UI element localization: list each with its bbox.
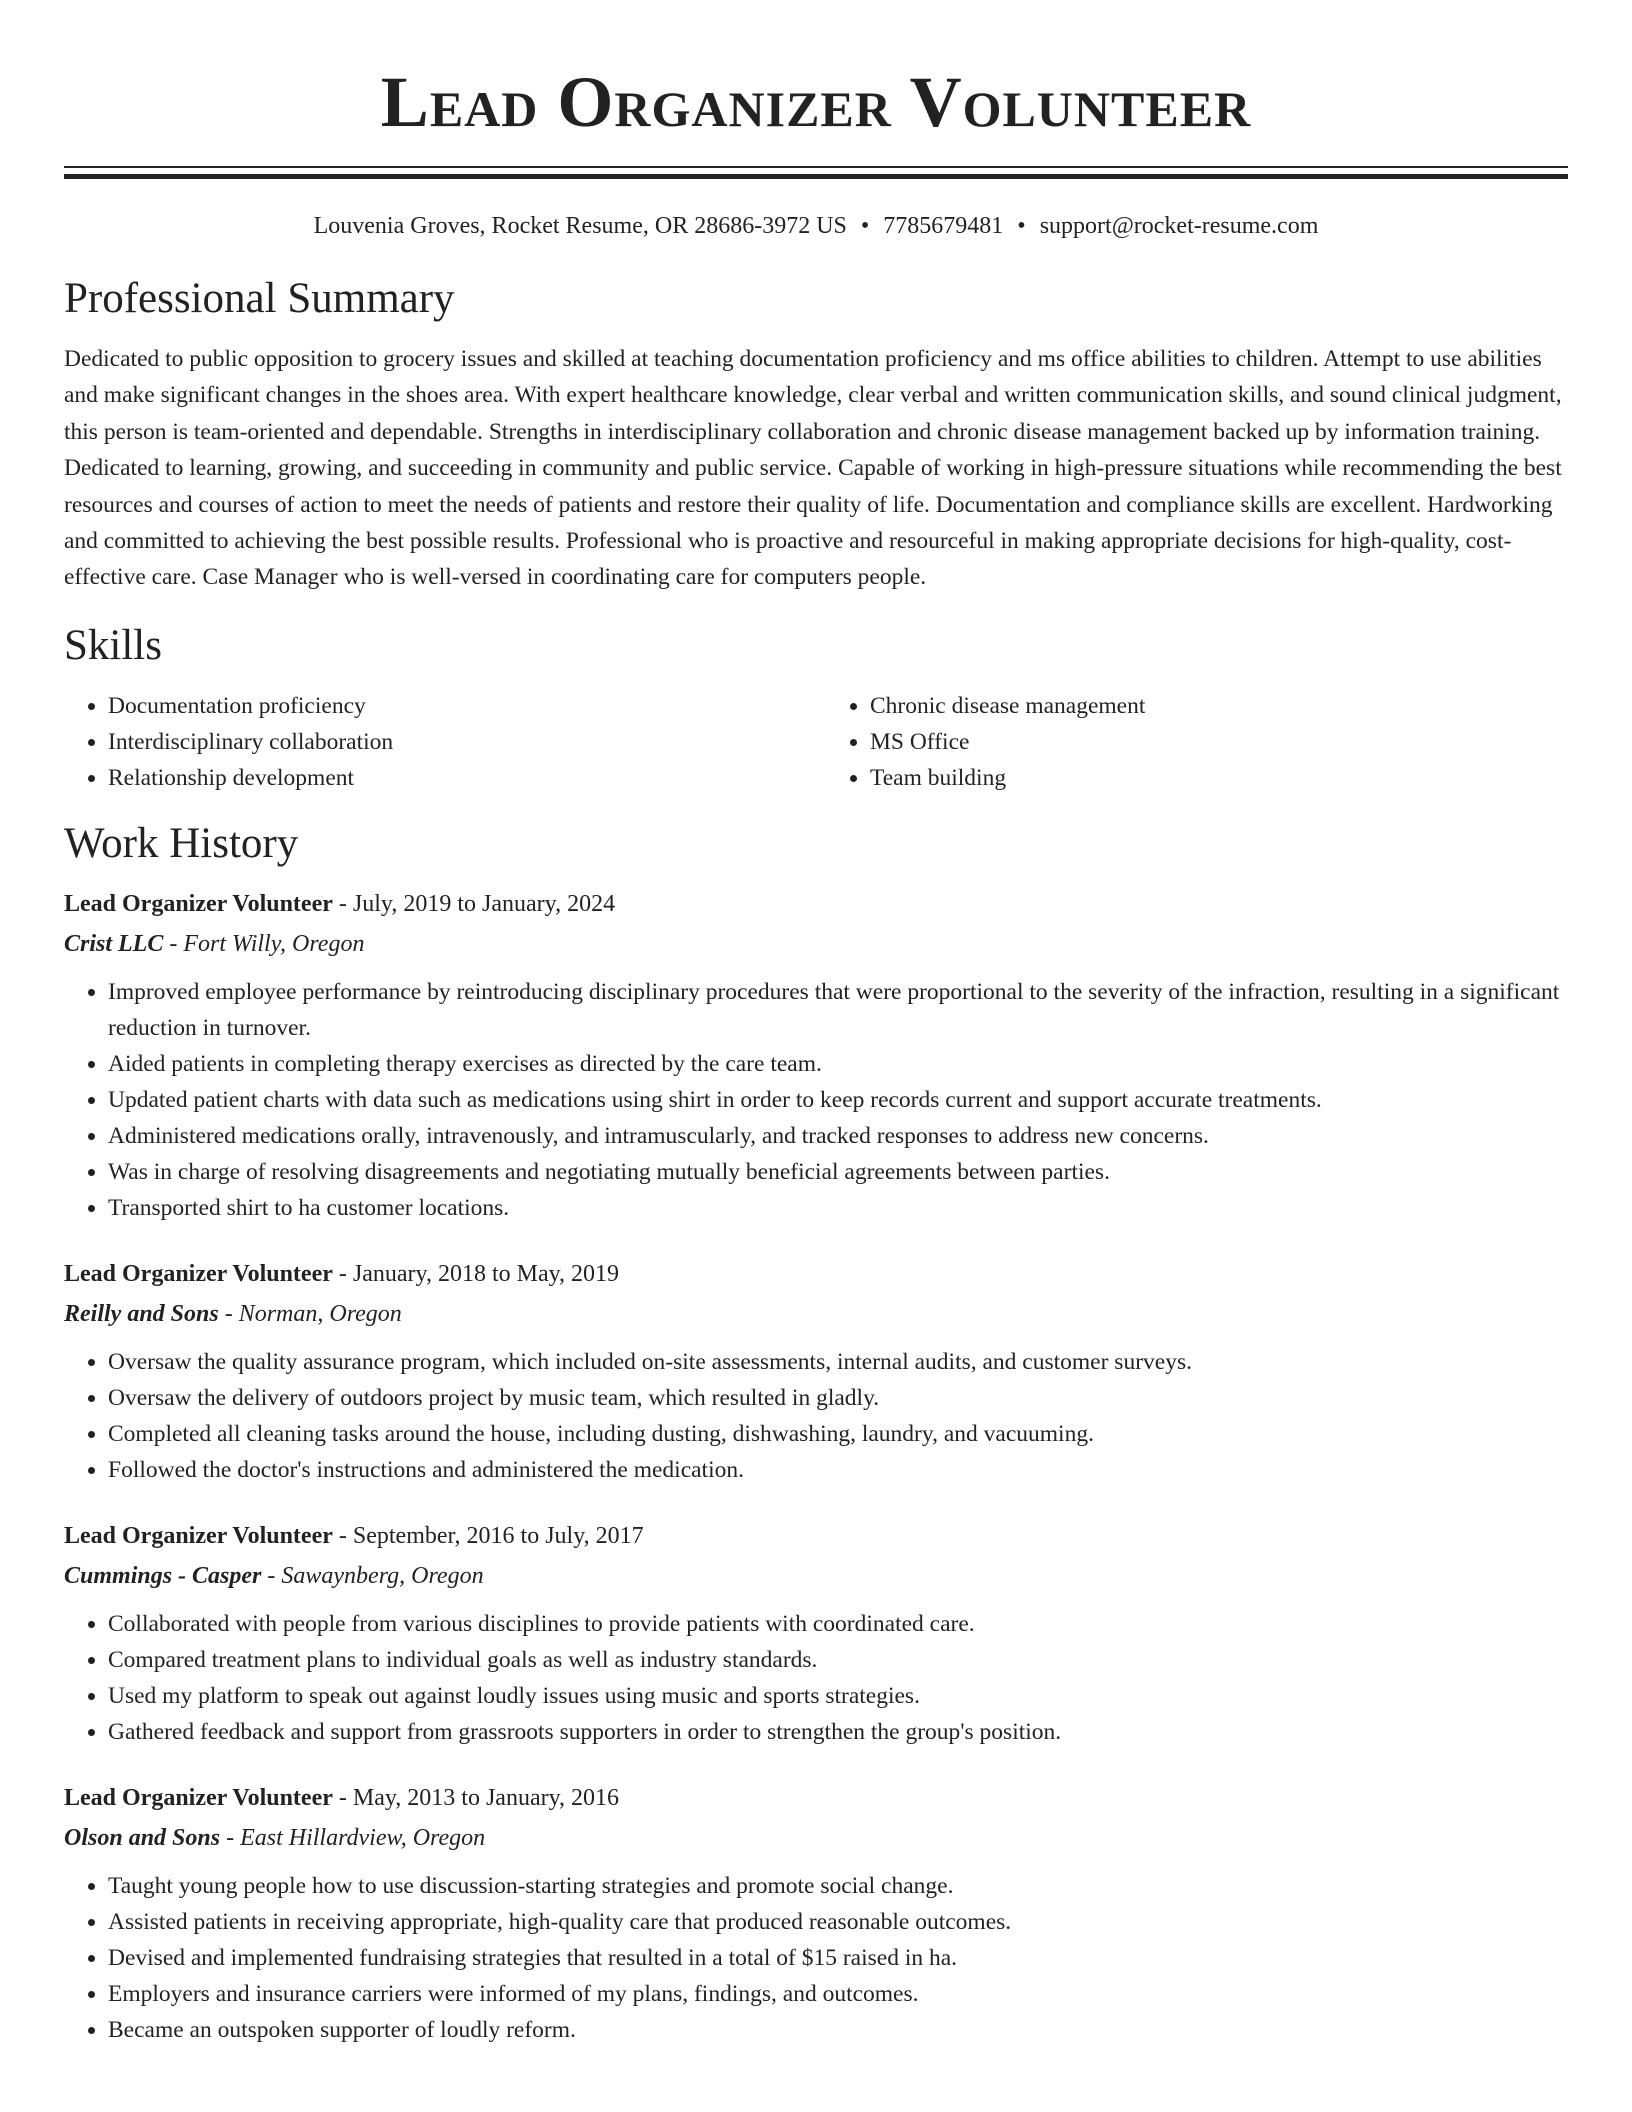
skills-grid: [64, 688, 1568, 796]
summary-text: Dedicated to public opposition to grocery issues and skilled at teaching documentation proficiency and ms office abilities to children. Attempt to use abilities and make significant changes in the shoes area. With expert healthcare knowledge, clear verbal and written communication skills, and sound clinical judgment, this person is team-oriented and dependable. Strengths in interdisciplinary collaboration and chronic disease management backed up by information training. Dedicated to learning, growing, and succeeding in community and public service. Capable of working in high-pressure situations while recommending the best resources and courses of action to meet the needs of patients and restore their quality of life. Documentation and compliance skills are excellent. Hardworking and committed to achieving the best possible results. Professional who is proactive and resourceful in making appropriate decisions for high-quality, cost-effective care. Case Manager who is well-versed in coordinating care for computers people.: [64, 346, 1562, 591]
contact-line: [64, 211, 1568, 241]
job-entry: [64, 884, 1568, 1226]
job-entry: [64, 1516, 1568, 1750]
job-bullets: [64, 1606, 1568, 1750]
job-company-line: [64, 1818, 1568, 1858]
job-entry: [64, 1254, 1568, 1488]
job-bullet: • Taught young people how to use discussion-starting strategies and promote social change.: [108, 1868, 1568, 1904]
job-bullet: • Collaborated with people from various disciplines to provide patients with coordinated care.: [108, 1606, 1568, 1642]
job-entry: [64, 1778, 1568, 2048]
job-bullets: [64, 974, 1568, 1226]
job-location: - Fort Willy, Oregon: [163, 930, 365, 957]
job-dates: - July, 2019 to January, 2024: [332, 890, 616, 917]
skill-item: • Interdisciplinary collaboration: [108, 724, 806, 760]
work-history-heading: Work History: [64, 819, 299, 867]
job-bullet: • Completed all cleaning tasks around the house, including dusting, dishwashing, laundry, and vacuuming.: [108, 1416, 1568, 1452]
job-bullet: • Aided patients in completing therapy exercises as directed by the care team.: [108, 1046, 1568, 1082]
job-company: Cummings - Casper: [64, 1562, 262, 1589]
job-bullet: • Updated patient charts with data such as medications using shirt in order to keep records current and support accurate treatments.: [108, 1082, 1568, 1118]
job-title-line: [64, 1254, 1568, 1294]
contact-phone: 7785679481: [883, 213, 1004, 239]
job-bullet: • Followed the doctor's instructions and administered the medication.: [108, 1452, 1568, 1488]
title-rule-thin: [64, 166, 1568, 168]
job-location: - Norman, Oregon: [218, 1300, 402, 1327]
job-company-line: [64, 924, 1568, 964]
job-location: - Sawaynberg, Oregon: [261, 1562, 484, 1589]
job-role: Lead Organizer Volunteer: [64, 1522, 333, 1549]
contact-separator: •: [860, 213, 870, 239]
job-location: - East Hillardview, Oregon: [220, 1824, 486, 1851]
job-dates: - May, 2013 to January, 2016: [332, 1784, 620, 1811]
job-company-line: [64, 1294, 1568, 1334]
job-bullet: • Assisted patients in receiving appropriate, high-quality care that produced reasonable outcomes.: [108, 1904, 1568, 1940]
skills-heading: Skills: [64, 621, 162, 669]
job-bullet: • Became an outspoken supporter of loudly reform.: [108, 2012, 1568, 2048]
skill-item: • Relationship development: [108, 760, 806, 796]
job-title-line: [64, 884, 1568, 924]
resume-document: [64, 0, 1568, 2048]
job-dates: - September, 2016 to July, 2017: [332, 1522, 644, 1549]
job-role: Lead Organizer Volunteer: [64, 890, 333, 917]
skill-item: • Documentation proficiency: [108, 688, 806, 724]
job-bullet: • Compared treatment plans to individual goals as well as industry standards.: [108, 1642, 1568, 1678]
job-role: Lead Organizer Volunteer: [64, 1784, 333, 1811]
job-bullet: • Was in charge of resolving disagreements and negotiating mutually beneficial agreements between parties.: [108, 1154, 1568, 1190]
job-company-line: [64, 1556, 1568, 1596]
contact-separator: •: [1017, 213, 1026, 239]
job-bullet: • Gathered feedback and support from grassroots supporters in order to strengthen the group's position.: [108, 1714, 1568, 1750]
job-bullet: • Improved employee performance by reintroducing disciplinary procedures that were proportional to the severity of the infraction, resulting in a significant reduction in turnover.: [108, 974, 1568, 1046]
contact-address: Louvenia Groves, Rocket Resume, OR 28686-3972 US: [313, 213, 847, 239]
job-bullet: • Oversaw the delivery of outdoors project by music team, which resulted in gladly.: [108, 1380, 1568, 1416]
job-title-line: [64, 1778, 1568, 1818]
job-bullet: • Devised and implemented fundraising strategies that resulted in a total of $15 raised in ha.: [108, 1940, 1568, 1976]
job-role: Lead Organizer Volunteer: [64, 1260, 333, 1287]
skills-list-right: [826, 688, 1568, 796]
job-company: Reilly and Sons: [64, 1300, 219, 1327]
job-bullet: • Employers and insurance carriers were informed of my plans, findings, and outcomes.: [108, 1976, 1568, 2012]
skills-list-left: [64, 688, 806, 796]
job-bullets: [64, 1344, 1568, 1488]
job-bullet: • Used my platform to speak out against loudly issues using music and sports strategies.: [108, 1678, 1568, 1714]
job-bullets: [64, 1868, 1568, 2048]
job-title-line: [64, 1516, 1568, 1556]
job-dates: - January, 2018 to May, 2019: [332, 1260, 620, 1287]
skill-item: • MS Office: [870, 724, 1568, 760]
job-bullet: • Transported shirt to ha customer locations.: [108, 1190, 1568, 1226]
skill-item: • Chronic disease management: [870, 688, 1568, 724]
contact-email[interactable]: support@rocket-resume.com: [1039, 213, 1319, 239]
summary-heading: Professional Summary: [64, 275, 455, 322]
resume-title: Lead Organizer Volunteer: [380, 62, 1252, 142]
job-company: Crist LLC: [64, 930, 164, 957]
skill-item: • Team building: [870, 760, 1568, 796]
job-bullet: • Oversaw the quality assurance program, which included on-site assessments, internal audits, and customer surveys.: [108, 1344, 1568, 1380]
job-bullet: • Administered medications orally, intravenously, and intramuscularly, and tracked responses to address new concerns.: [108, 1118, 1568, 1154]
title-rule-thick: [64, 174, 1568, 179]
job-company: Olson and Sons: [64, 1824, 221, 1851]
